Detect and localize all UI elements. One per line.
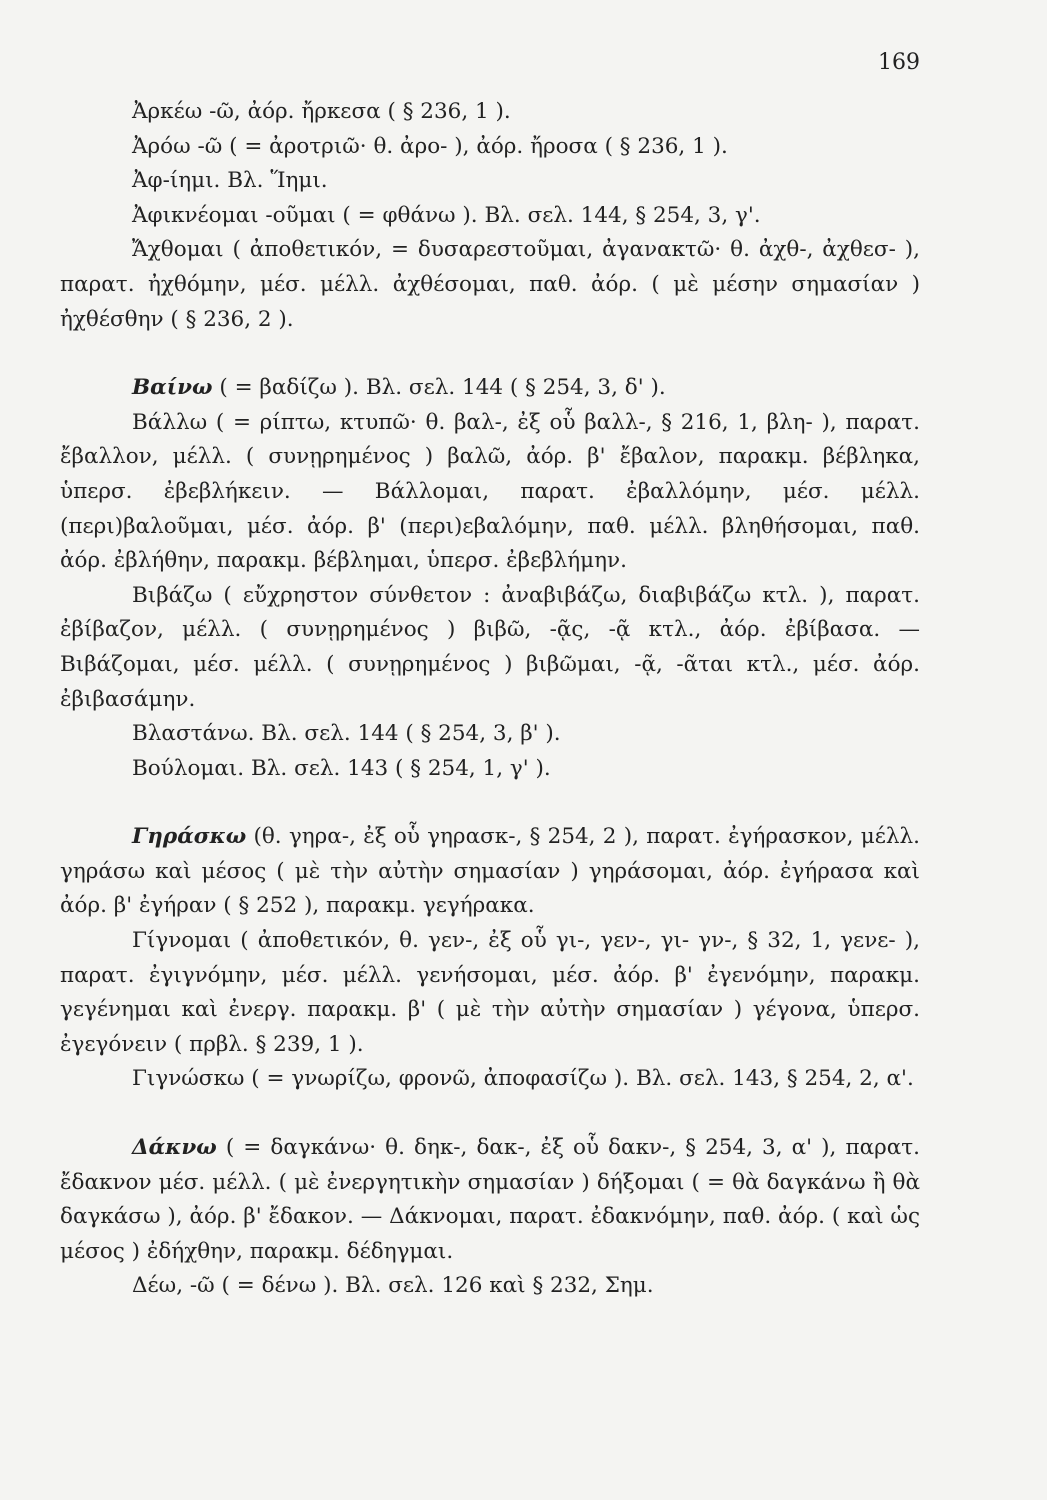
entry-dakno — [60, 1131, 920, 1269]
entry-geraskо — [60, 820, 920, 924]
entry-gignomai: Γίγνομαι ( ἀποθετικόν, θ. γεν-, ἐξ οὗ γι-, γεν-, γι- γν-, § 32, 1, γενε- ), παρατ. ἐγιγνόμην, μέσ. μέλλ. γενήσομαι, μέσ. ἀόρ. β' ἐγενόμην, παρακμ. γεγένημαι καὶ ἐνεργ. παρακμ. β' ( μὲ τὴν αὐτὴν σημασίαν ) γέγονα, ὑπερσ. ἐγεγόνειν ( πρβλ. § 239, 1 ). — [60, 928, 920, 1057]
entry-gerasko-text: (θ. γηρα-, ἐξ οὗ γηρασκ-, § 254, 2 ), παρατ. ἐγήρασκον, μέλλ. γηράσω καὶ μέσος ( μὲ τὴν αὐτὴν σημασίαν ) γηράσομαι, ἀόρ. ἐγήρασα καὶ ἀόρ. β' ἐγήραν ( § 252 ), παρακμ. γεγήρακα. — [60, 824, 920, 919]
section-gap — [60, 337, 920, 371]
section-head-g: Γηράσκω — [132, 824, 247, 850]
entry-baino — [60, 371, 920, 406]
entry-ballo: Βάλλω ( = ρίπτω, κτυπῶ· θ. βαλ-, ἐξ οὗ βαλλ-, § 216, 1, βλη- ), παρατ. ἔβαλλον, μέλλ. ( συνῃρημένος ) βαλῶ, ἀόρ. β' ἔβαλον, παρακμ. βέβληκα, ὑπερσ. ἐβεβλήκειν. — Βάλλομαι, παρατ. ἐβαλλόμην, μέσ. μέλλ. (περι)βαλοῦμαι, μέσ. ἀόρ. β' (περι)εβαλόμην, παθ. μέλλ. βληθήσομαι, παθ. ἀόρ. ἐβλήθην, παρακμ. βέβλημαι, ὑπερσ. ἐβεβλήμην. — [60, 409, 920, 574]
page-number: 169 — [878, 50, 920, 75]
section-gap — [60, 786, 920, 820]
section-head-b: Βαίνω — [132, 375, 213, 401]
entry-arkeo: Ἀρκέω -ῶ, ἀόρ. ἤρκεσα ( § 236, 1 ). — [132, 99, 511, 124]
section-gap — [60, 1097, 920, 1131]
entry-afiemi: Ἀφ-ίημι. Βλ. Ἵημι. — [132, 168, 328, 194]
entry-aroo: Ἀρόω -ῶ ( = ἀροτριῶ· θ. ἀρο- ), ἀόρ. ἤροσα ( § 236, 1 ). — [132, 133, 728, 159]
entry-gignosko: Γιγνώσκω ( = γνωρίζω, φρονῶ, ἀποφασίζω ). Βλ. σελ. 143, § 254, 2, α'. — [132, 1066, 914, 1092]
entry-boulomai: Βούλομαι. Βλ. σελ. 143 ( § 254, 1, γ' ). — [132, 755, 551, 781]
entry-achthomai: Ἄχθομαι ( ἀποθετικόν, = δυσαρεστοῦμαι, ἀγανακτῶ· θ. ἀχθ-, ἀχθεσ- ), παρατ. ἠχθόμην, μέσ. μέλλ. ἀχθέσομαι, παθ. ἀόρ. ( μὲ μέσην σημασίαν ) ἠχθέσθην ( § 236, 2 ). — [60, 237, 920, 332]
entry-deo: Δέω, -ῶ ( = δένω ). Βλ. σελ. 126 καὶ § 232, Σημ. — [132, 1273, 654, 1299]
entry-dakno-text: ( = δαγκάνω· θ. δηκ-, δακ-, ἐξ οὗ δακν-, § 254, 3, α' ), παρατ. ἔδακνον μέσ. μέλλ. ( μὲ ἐνεργητικὴν σημασίαν ) δήξομαι ( = θὰ δαγκάνω ἢ θὰ δαγκάσω ), ἀόρ. β' ἔδακον. — Δάκνομαι, παρατ. ἐδακνόμην, παθ. ἀόρ. ( καὶ ὡς μέσος ) ἐδήχθην, παρακμ. δέδηγμαι. — [60, 1135, 920, 1264]
dictionary-text — [60, 95, 920, 1304]
entry-baino-text: ( = βαδίζω ). Βλ. σελ. 144 ( § 254, 3, δ' ). — [212, 375, 666, 401]
entry-blastano: Βλαστάνω. Βλ. σελ. 144 ( § 254, 3, β' ). — [132, 721, 561, 747]
entry-afiknеomai: Ἀφικνέομαι -οῦμαι ( = φθάνω ). Βλ. σελ. 144, § 254, 3, γ'. — [132, 202, 761, 228]
entry-bibazo: Βιβάζω ( εὔχρηστον σύνθετον : ἀναβιβάζω, διαβιβάζω κτλ. ), παρατ. ἐβίβαζον, μέλλ. ( συνῃρημένος ) βιβῶ, -ᾷς, -ᾷ κτλ., ἀόρ. ἐβίβασα. — Βιβάζομαι, μέσ. μέλλ. ( συνῃρημένος ) βιβῶμαι, -ᾷ, -ᾶται κτλ., μέσ. ἀόρ. ἐβιβασάμην. — [60, 582, 920, 712]
section-head-d: Δάκνω — [132, 1135, 217, 1161]
